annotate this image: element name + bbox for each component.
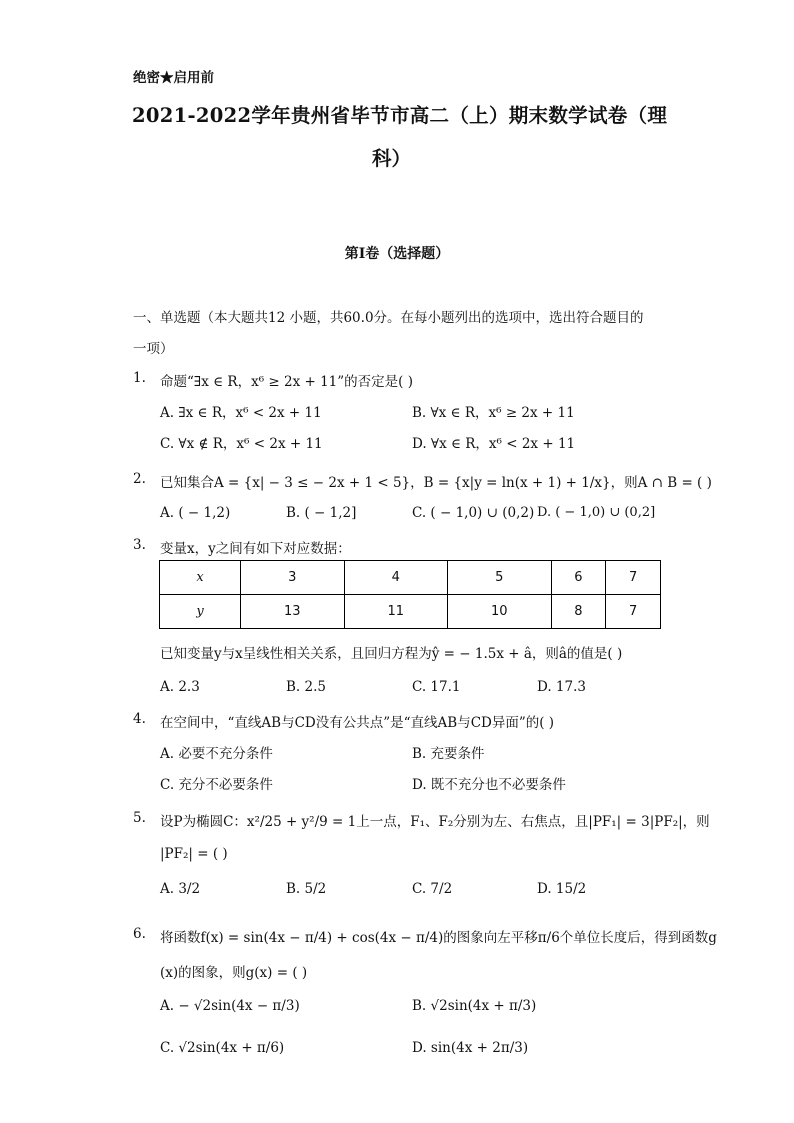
question-number: 1. [133, 370, 146, 386]
confidential-label: 绝密★启用前 [133, 70, 214, 86]
question-text: 命题“∃x ∈ R，x⁶ ≥ 2x + 11”的否定是( ) [160, 374, 413, 390]
option-c: C. 17.1 [412, 679, 461, 695]
option-b: B. ( − 1,2] [286, 505, 357, 521]
option-c: C. 7/2 [412, 881, 453, 897]
table-cell: 5 [448, 561, 552, 595]
question-number: 5. [133, 810, 146, 826]
table-row [160, 561, 661, 595]
data-table [159, 560, 661, 629]
question-text: 设P为椭圆C：x²/25 + y²/9 = 1上一点，F₁、F₂分别为左、右焦点，且|PF₁| = 3|PF₂|，则 [160, 814, 710, 830]
option-a: A. ∃x ∈ R，x⁶ < 2x + 11 [160, 405, 322, 421]
table-cell: 4 [344, 561, 448, 595]
option-c: C. ( − 1,0) ∪ (0,2) [412, 505, 535, 521]
section-heading: 第I卷（选择题） [344, 246, 450, 262]
question-number: 2. [133, 471, 146, 487]
option-a: A. 必要不充分条件 [160, 746, 273, 762]
question-text: 变量x，y之间有如下对应数据： [160, 541, 351, 557]
option-a: A. 3/2 [160, 881, 201, 897]
option-b: B. 2.5 [286, 679, 326, 695]
option-d: D. 15/2 [537, 881, 587, 897]
instructions-line2: 一项） [133, 341, 174, 357]
question-number: 4. [133, 711, 146, 727]
option-d: D. 17.3 [537, 679, 586, 695]
option-a: A. ( − 1,2) [160, 505, 231, 521]
question-text-continued: 已知变量y与x呈线性相关关系，且回归方程为ŷ = − 1.5x + â，则â的值是( ) [160, 646, 623, 662]
option-c: C. 充分不必要条件 [160, 777, 273, 793]
option-d: D. ∀x ∈ R，x⁶ < 2x + 11 [412, 436, 576, 452]
question-text: 已知集合A = {x| − 3 ≤ − 2x + 1 < 5}，B = {x|y = ln(x + 1) + 1/x}，则A ∩ B = ( ) [160, 475, 712, 491]
exam-title-line2: 科） [372, 147, 412, 170]
question-text-continued: |PF₂| = ( ) [160, 846, 228, 862]
instructions-line1: 一、单选题（本大题共12 小题，共60.0分。在每小题列出的选项中，选出符合题目的 [133, 310, 644, 326]
table-cell: 7 [606, 595, 661, 629]
table-row [160, 595, 661, 629]
option-a: A. 2.3 [160, 679, 200, 695]
option-b: B. 5/2 [286, 881, 327, 897]
option-b: B. √2sin(4x + π/3) [412, 998, 537, 1014]
table-cell: x [160, 561, 241, 595]
option-d: D. 既不充分也不必要条件 [412, 777, 566, 793]
table-cell: 7 [606, 561, 661, 595]
table-cell: y [160, 595, 241, 629]
option-a: A. − √2sin(4x − π/3) [160, 998, 300, 1014]
option-c: C. ∀x ∉ R，x⁶ < 2x + 11 [160, 436, 323, 452]
question-text: 将函数f(x) = sin(4x − π/4) + cos(4x − π/4)的图象向左平移π/6个单位长度后，得到函数g [160, 930, 717, 946]
option-b: B. 充要条件 [412, 746, 485, 762]
question-number: 6. [133, 926, 146, 942]
table-cell: 10 [448, 595, 552, 629]
table-cell: 11 [344, 595, 448, 629]
option-c: C. √2sin(4x + π/6) [160, 1040, 285, 1056]
table-cell: 3 [241, 561, 345, 595]
option-d: D. ( − 1,0) ∪ (0,2] [537, 505, 656, 520]
option-b: B. ∀x ∈ R，x⁶ ≥ 2x + 11 [412, 405, 575, 421]
question-number: 3. [133, 537, 146, 553]
option-d: D. sin(4x + 2π/3) [412, 1040, 529, 1056]
table-cell: 13 [241, 595, 345, 629]
table-cell: 6 [551, 561, 606, 595]
question-text: 在空间中，“直线AB与CD没有公共点”是“直线AB与CD异面”的( ) [160, 715, 555, 731]
question-text-continued: (x)的图象，则g(x) = ( ) [160, 965, 308, 981]
exam-title-line1: 2021-2022学年贵州省毕节市高二（上）期末数学试卷（理 [132, 104, 668, 127]
table-cell: 8 [551, 595, 606, 629]
